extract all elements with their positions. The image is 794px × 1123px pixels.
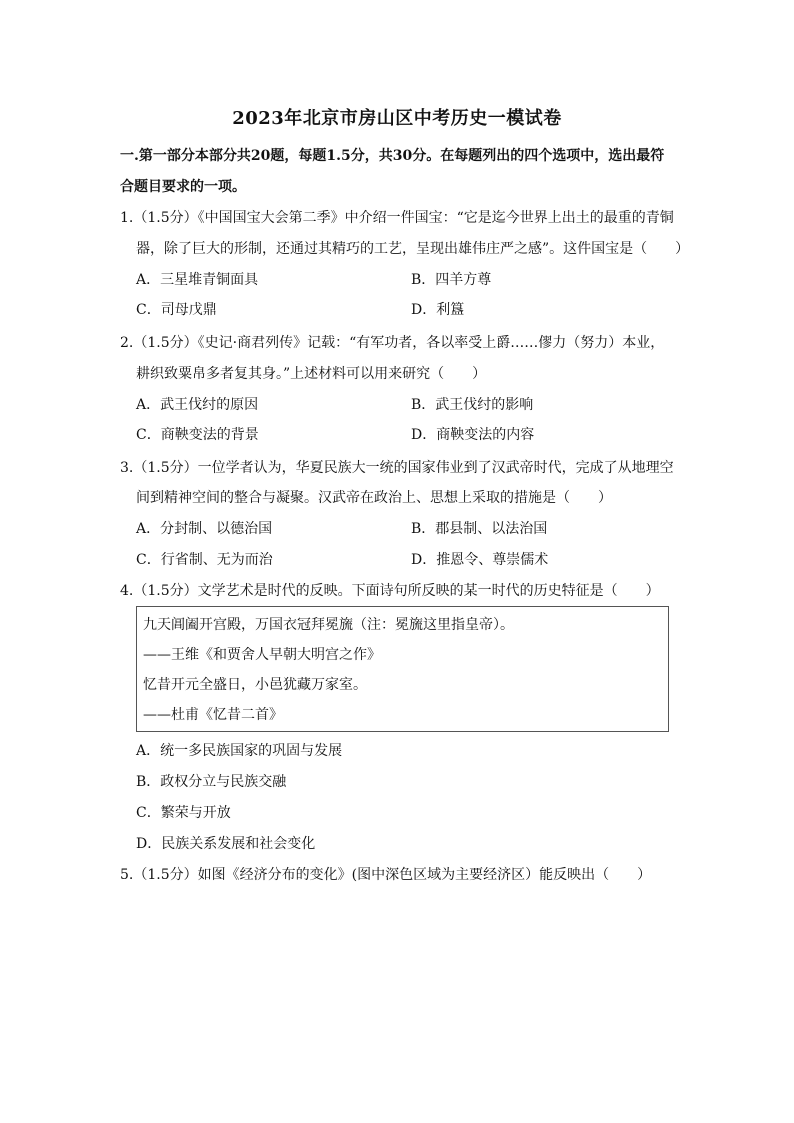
question-1-stem-line1: 1.（1.5分）《中国国宝大会第二季》中介绍一件国宝：“它是迄今世界上出土的最重的青铜 [120,210,674,226]
question-2-option-c[interactable]: C．商鞅变法的背景 [136,427,259,443]
quote-line-3: 忆昔开元全盛日，小邑犹藏万家室。 [143,677,367,693]
question-2-option-a[interactable]: A．武王伐纣的原因 [136,397,259,413]
question-3-stem-line1: 3.（1.5分）一位学者认为，华夏民族大一统的国家伟业到了汉武帝时代，完成了从地理空 [120,460,674,476]
question-4-stem-line1: 4.（1.5分）文学艺术是时代的反映。下面诗句所反映的某一时代的历史特征是（ ） [120,583,660,599]
quote-line-4: ——杜甫《忆昔二首》 [143,707,283,723]
page-title: 2023年北京市房山区中考历史一模试卷 [232,108,562,129]
question-3-stem-line2: 间到精神空间的整合与凝聚。汉武帝在政治上、思想上采取的措施是（ ） [136,490,612,506]
section-instruction-line1: 一.第一部分本部分共20题，每题1.5分，共30分。在每题列出的四个选项中，选出最符 [120,148,665,164]
question-1-stem-line2: 器，除了巨大的形制，还通过其精巧的工艺，呈现出雄伟庄严之感”。这件国宝是（ ） [136,241,690,257]
section-instruction-line2: 合题目要求的一项。 [120,179,246,195]
question-2-option-d[interactable]: D．商鞅变法的内容 [411,427,535,443]
question-4-option-a[interactable]: A．统一多民族国家的巩固与发展 [136,743,343,759]
question-2-option-b[interactable]: B．武王伐纣的影响 [411,397,534,413]
question-1-option-a[interactable]: A．三星堆青铜面具 [136,272,259,288]
question-4-quote-box [136,606,669,732]
question-1-option-d[interactable]: D．利簋 [411,302,465,318]
question-3-option-d[interactable]: D．推恩令、尊崇儒术 [411,552,549,568]
question-4-option-b[interactable]: B．政权分立与民族交融 [136,774,287,790]
question-4-option-d[interactable]: D．民族关系发展和社会变化 [136,836,316,852]
question-2-stem-line1: 2.（1.5分）《史记·商君列传》记载：“有军功者，各以率受上爵……僇力（努力）本业， [120,335,665,351]
question-4-option-c[interactable]: C．繁荣与开放 [136,805,231,821]
question-1-option-b[interactable]: B．四羊方尊 [411,272,492,288]
quote-line-1: 九天阊阖开宫殿，万国衣冠拜冕旒（注：冕旒这里指皇帝）。 [143,617,514,633]
question-3-option-a[interactable]: A．分封制、以德治国 [136,521,273,537]
question-3-option-b[interactable]: B．郡县制、以法治国 [411,521,548,537]
question-3-option-c[interactable]: C．行省制、无为而治 [136,552,273,568]
question-5-stem-line1: 5.（1.5分）如图《经济分布的变化》(图中深色区域为主要经济区）能反映出（ ） [120,867,652,883]
question-1-option-c[interactable]: C．司母戊鼎 [136,302,217,318]
question-2-stem-line2: 耕织致粟帛多者复其身。”上述材料可以用来研究（ ） [136,366,487,382]
quote-line-2: ——王维《和贾舍人早朝大明宫之作》 [143,647,381,663]
